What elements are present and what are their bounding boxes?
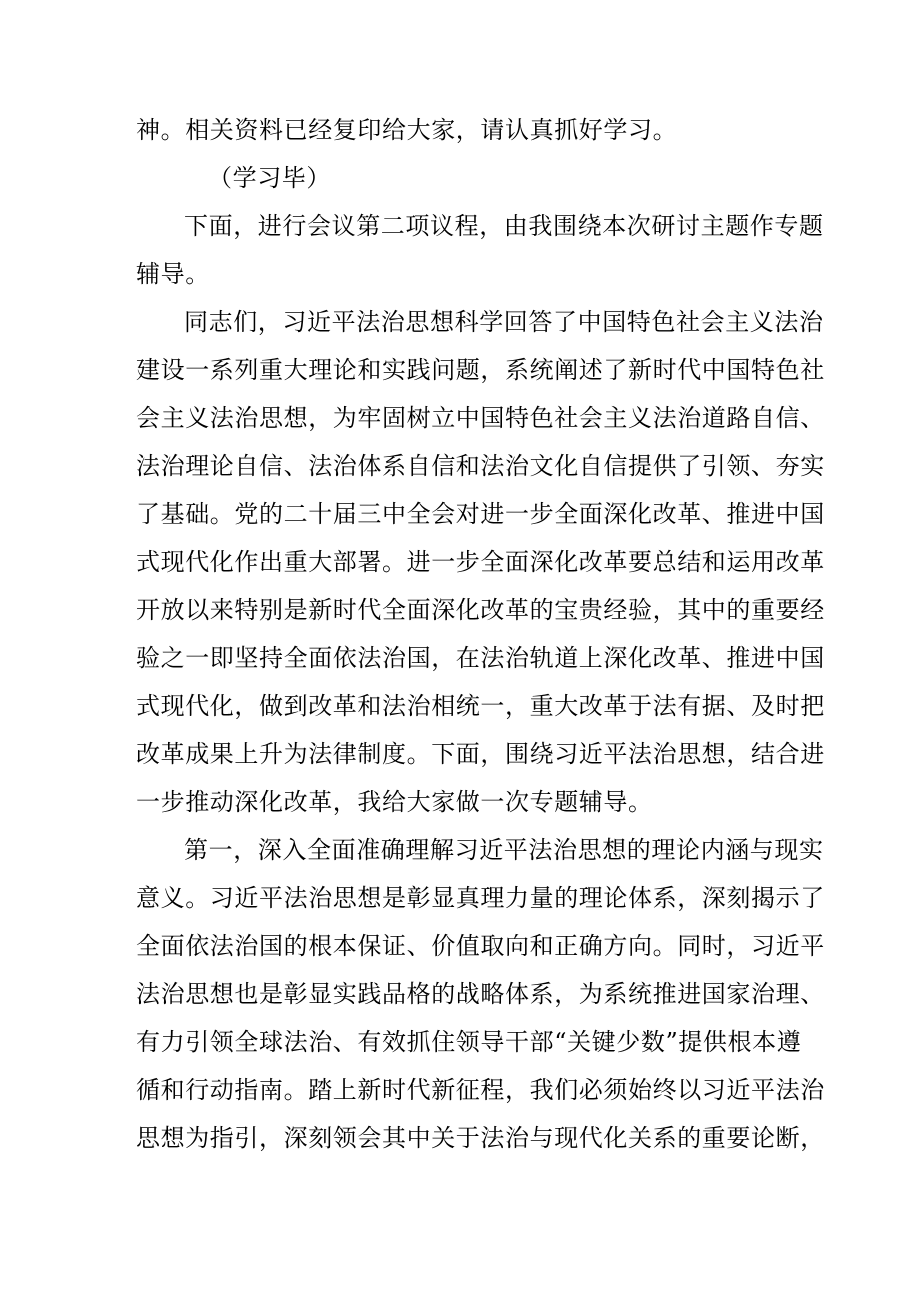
text-line-15: 一步推动深化改革，我给大家做一次专题辅导。 — [136, 788, 653, 816]
text-line-8: 法治理论自信、法治体系自信和法治文化自信提供了引领、夯实 — [136, 452, 825, 480]
text-line-6: 建设一系列重大理论和实践问题，系统阐述了新时代中国特色社 — [136, 356, 825, 384]
text-line-16: 第一，深入全面准确理解习近平法治思想的理论内涵与现实 — [184, 836, 824, 864]
text-line-13: 式现代化，做到改革和法治相统一，重大改革于法有据、及时把 — [136, 692, 825, 720]
text-line-11: 开放以来特别是新时代全面深化改革的宝贵经验，其中的重要经 — [136, 596, 825, 624]
text-line-21: 循和行动指南。踏上新时代新征程，我们必须始终以习近平法治 — [136, 1076, 825, 1104]
text-line-20: 有力引领全球法治、有效抓住领导干部“关键少数”提供根本遵 — [136, 1028, 802, 1056]
text-line-22: 思想为指引，深刻领会其中关于法治与现代化关系的重要论断， — [136, 1124, 825, 1152]
text-line-17: 意义。习近平法治思想是彰显真理力量的理论体系，深刻揭示了 — [136, 884, 825, 912]
text-line-9: 了基础。党的二十届三中全会对进一步全面深化改革、推进中国 — [136, 500, 825, 528]
text-line-10: 式现代化作出重大部署。进一步全面深化改革要总结和运用改革 — [136, 548, 825, 576]
text-line-18: 全面依法治国的根本保证、价值取向和正确方向。同时，习近平 — [136, 932, 825, 960]
text-line-1: 神。相关资料已经复印给大家，请认真抓好学习。 — [136, 116, 678, 144]
text-line-4: 辅导。 — [136, 260, 210, 288]
text-line-12: 验之一即坚持全面依法治国，在法治轨道上深化改革、推进中国 — [136, 644, 825, 672]
text-line-14: 改革成果上升为法律制度。下面，围绕习近平法治思想，结合进 — [136, 740, 825, 768]
text-line-5: 同志们，习近平法治思想科学回答了中国特色社会主义法治 — [184, 308, 824, 336]
text-line-7: 会主义法治思想，为牢固树立中国特色社会主义法治道路自信、 — [136, 404, 825, 432]
text-line-2: （学习毕） — [208, 164, 331, 192]
text-line-3: 下面，进行会议第二项议程，由我围绕本次研讨主题作专题 — [184, 212, 824, 240]
text-line-19: 法治思想也是彰显实践品格的战略体系，为系统推进国家治理、 — [136, 980, 825, 1008]
